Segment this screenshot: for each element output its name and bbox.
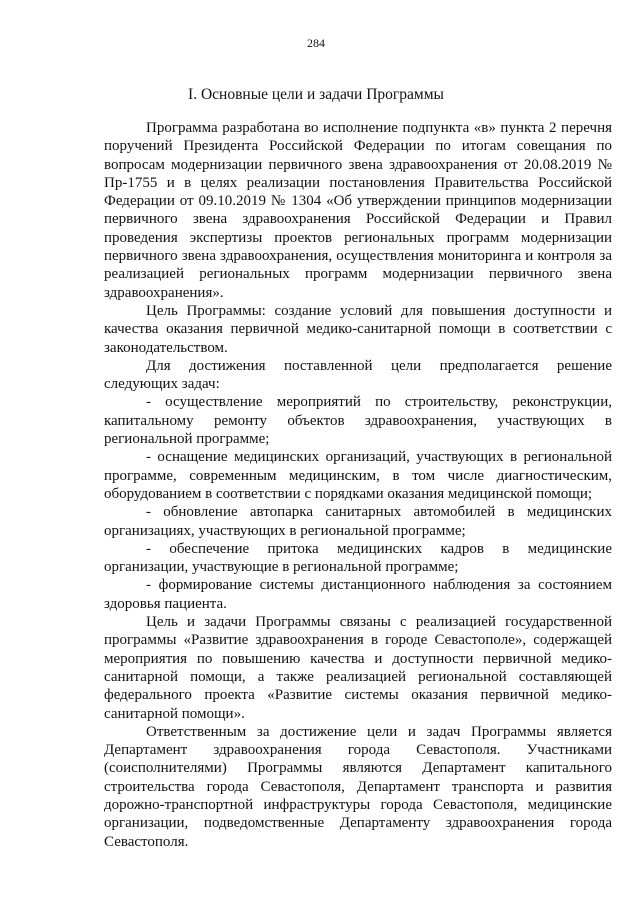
list-item-task-staffing: - обеспечение притока медицинских кадров в медицинские организации, участвующие в региональной программе;	[104, 540, 612, 576]
paragraph-state-program-link: Цель и задачи Программы связаны с реализацией государственной программы «Развитие здравоохранения в городе Севастополе», содержащей мероприятия по повышению качества и доступности первичной медико-санитарной помощи, а также реализацией региональной составляющей федерального проекта «Развитие системы оказания первичной медико-санитарной помощи».	[104, 614, 612, 722]
section-heading: I. Основные цели и задачи Программы	[188, 86, 444, 103]
paragraph-responsible-parties: Ответственным за достижение цели и задач Программы является Департамент здравоохранения города Севастополя. Участниками (соисполнителями) Программы являются Департамент капитального строительства города Севастополя, Департамент транспорта и развития дорожно-транспортной инфраструктуры города Севастополя, медицинские организации, подведомственные Департаменту здравоохранения города Севастополя.	[104, 723, 612, 850]
list-item-task-equipment: - оснащение медицинских организаций, участвующих в региональной программе, современным медицинским, в том числе диагностическим, оборудованием в соответствии с порядками оказания медицинской помощи;	[104, 449, 612, 502]
list-item-task-construction: - осуществление мероприятий по строительству, реконструкции, капитальному ремонту объектов здравоохранения, участвующих в региональной программе;	[104, 394, 612, 448]
list-item-task-remote-monitoring: - формирование системы дистанционного наблюдения за состоянием здоровья пациента.	[104, 577, 612, 612]
section-body	[104, 119, 612, 851]
page-number: 284	[307, 36, 325, 50]
list-item-task-vehicle-fleet: - обновление автопарка санитарных автомобилей в медицинских организациях, участвующих в региональной программе;	[104, 504, 612, 539]
paragraph-tasks-intro: Для достижения поставленной цели предполагается решение следующих задач:	[104, 357, 612, 393]
paragraph-program-goal: Цель Программы: создание условий для повышения доступности и качества оказания первичной медико-санитарной помощи в соответствии с законодательством.	[104, 302, 612, 356]
paragraph-program-basis: Программа разработана во исполнение подпункта «в» пункта 2 перечня поручений Президента Российской Федерации по итогам совещания по вопросам модернизации первичного звена здравоохранения от 20.08.2019 № Пр-1755 и в целях реализации постановления Правительства Российской Федерации от 09.10.2019 № 1304 «Об утверждении принципов модернизации первичного звена здравоохранения Российской Федерации и Правил проведения экспертизы проектов региональных программ модернизации первичного звена здравоохранения, осуществления мониторинга и контроля за реализацией региональных программ модернизации первичного звена здравоохранения».	[104, 120, 612, 301]
